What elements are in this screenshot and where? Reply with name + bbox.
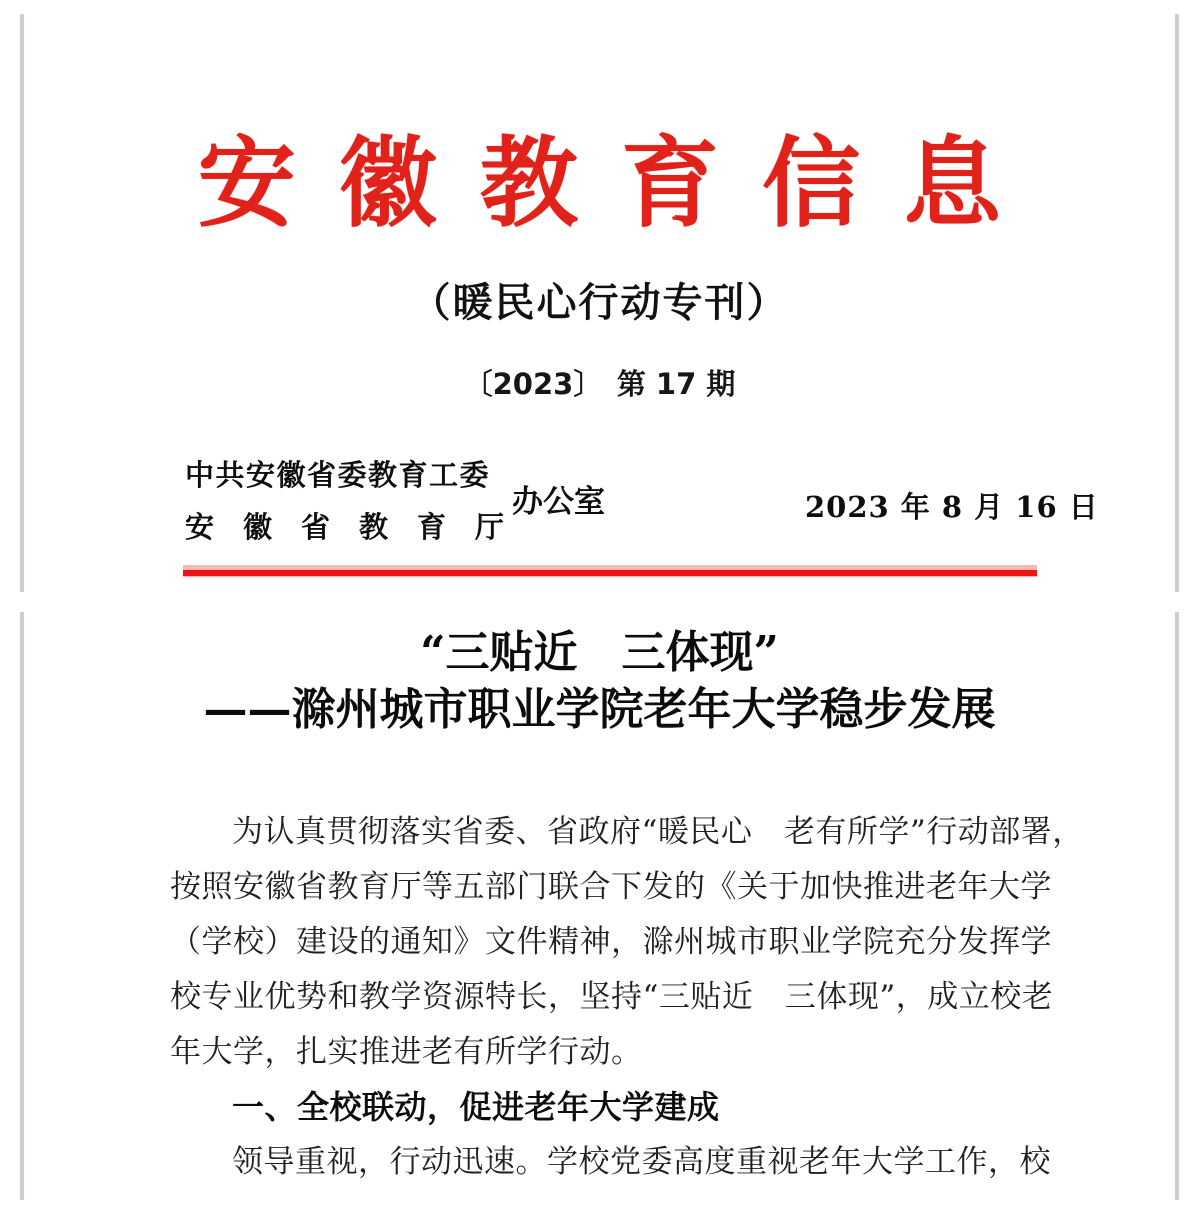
paragraph-1-line-5: 年大学，扎实推进老有所学行动。 bbox=[170, 1034, 643, 1070]
paragraph-1-line-3: （学校）建设的通知》文件精神，滁州城市职业学院充分发挥学 bbox=[170, 924, 1052, 960]
red-divider-rule bbox=[183, 565, 1037, 577]
red-divider-rule-dark bbox=[183, 570, 1037, 576]
article-body bbox=[170, 805, 1084, 1190]
masthead-title: 安徽教育信息 bbox=[197, 126, 1045, 241]
issuer-office-label: 办公室 bbox=[512, 484, 605, 520]
paragraph-1-line-4: 校专业优势和教学资源特长，坚持“三贴近 三体现”，成立校老 bbox=[170, 979, 1054, 1015]
issuer-line-1: 中共安徽省委教育工委 bbox=[185, 458, 491, 492]
section-heading-1: 一、全校联动，促进老年大学建成 bbox=[232, 1088, 720, 1126]
paragraph-2-line-1: 领导重视，行动迅速。学校党委高度重视老年大学工作，校 bbox=[232, 1144, 1051, 1180]
article-title-line-2: ——滁州城市职业学院老年大学稳步发展 bbox=[203, 684, 996, 735]
paragraph-1-line-2: 按照安徽省教育厅等五部门联合下发的《关于加快推进老年大学 bbox=[170, 869, 1052, 905]
publish-date: 2023 年 8 月 16 日 bbox=[805, 490, 1099, 524]
article-title bbox=[24, 624, 1175, 738]
masthead-subtitle: （暖民心行动专刊） bbox=[410, 280, 789, 326]
page-2 bbox=[20, 612, 1179, 1200]
article-title-line-1: “三贴近 三体现” bbox=[420, 627, 779, 678]
issue-number-line: 〔2023〕 第 17 期 bbox=[463, 367, 736, 401]
issuer-line-2: 安 徽 省 教 育 厅 bbox=[185, 510, 505, 544]
paragraph-1-line-1: 为认真贯彻落实省委、省政府“暖民心 老有所学”行动部署， bbox=[232, 814, 1084, 850]
page-gap bbox=[0, 592, 1200, 612]
page-1 bbox=[20, 14, 1179, 592]
